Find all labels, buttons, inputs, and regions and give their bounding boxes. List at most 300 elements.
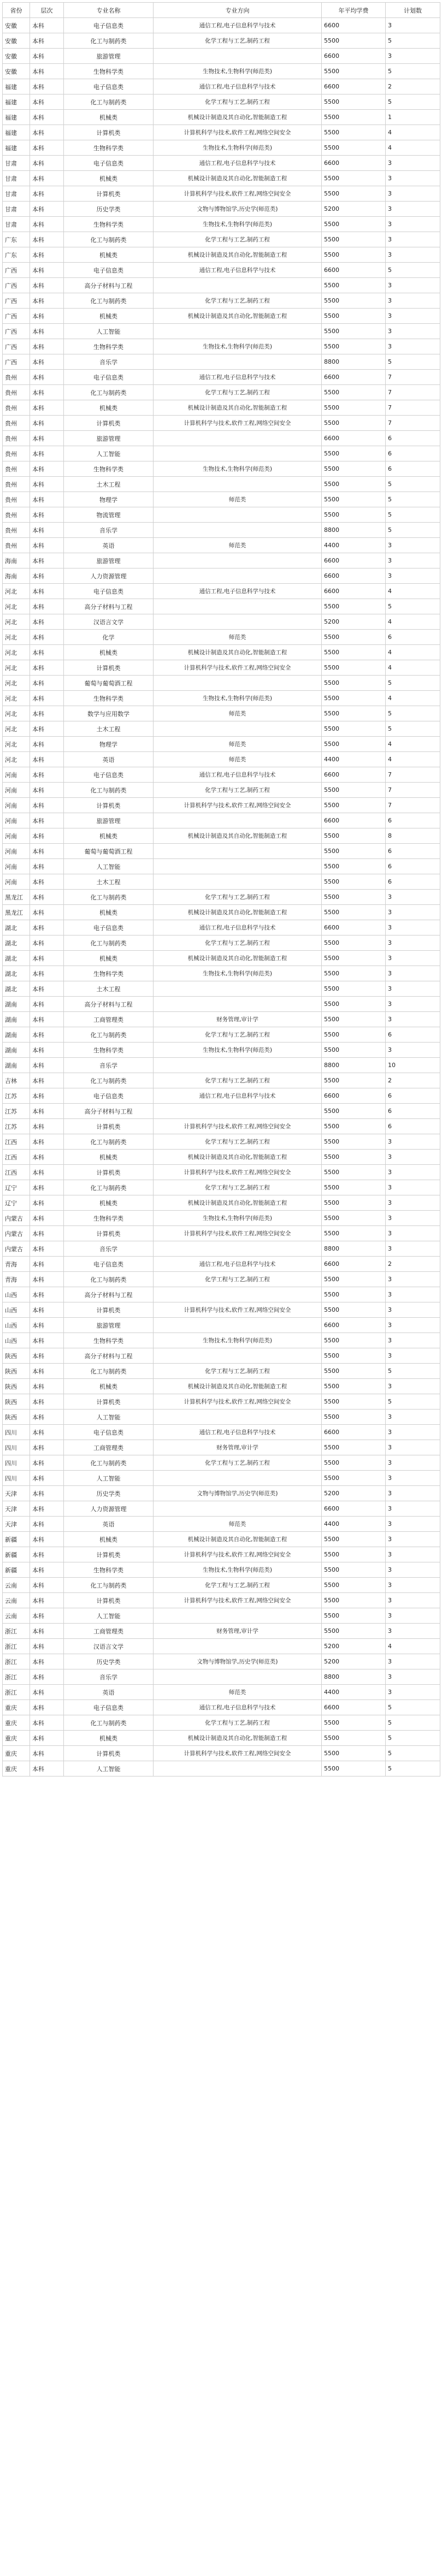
table-row [3,1150,440,1165]
direction-cell: 通信工程,电子信息科学与技术 [154,1700,322,1715]
direction-cell: 师范类 [154,706,322,721]
fee-cell: 5500 [322,1608,386,1624]
major-cell: 葡萄与葡萄酒工程 [64,844,154,859]
fee-cell: 6600 [322,920,386,935]
table-row [3,523,440,538]
major-cell: 计算机类 [64,1165,154,1180]
province-cell: 天津 [3,1501,30,1517]
plan-cell: 6 [386,844,440,859]
province-cell: 河南 [3,798,30,813]
level-cell: 本科 [30,859,64,874]
fee-cell: 5500 [322,1715,386,1731]
province-cell: 四川 [3,1455,30,1471]
direction-cell: 通信工程,电子信息科学与技术 [154,370,322,385]
table-row [3,1165,440,1180]
direction-cell: 计算机科学与技术,软件工程,网络空间安全 [154,1547,322,1562]
plan-cell: 10 [386,1058,440,1073]
fee-cell: 5500 [322,186,386,202]
plan-cell: 5 [386,94,440,110]
table-row [3,1501,440,1517]
fee-cell: 5500 [322,110,386,125]
plan-cell: 3 [386,1654,440,1669]
plan-cell: 3 [386,1302,440,1318]
fee-cell: 8800 [322,1058,386,1073]
major-cell: 计算机类 [64,1394,154,1410]
header-province: 省份 [3,3,30,18]
level-cell: 本科 [30,1379,64,1394]
major-cell: 旅游管理 [64,813,154,828]
major-cell: 电子信息类 [64,370,154,385]
plan-cell: 3 [386,156,440,171]
level-cell: 本科 [30,1272,64,1287]
province-cell: 甘肃 [3,202,30,217]
table-row [3,645,440,660]
fee-cell: 5500 [322,1731,386,1746]
direction-cell: 通信工程,电子信息科学与技术 [154,18,322,33]
province-cell: 江西 [3,1165,30,1180]
direction-cell [154,354,322,370]
table-row [3,1333,440,1348]
major-cell: 机械类 [64,110,154,125]
level-cell: 本科 [30,1654,64,1669]
direction-cell: 化学工程与工艺,制药工程 [154,232,322,247]
level-cell: 本科 [30,79,64,94]
major-cell: 电子信息类 [64,1700,154,1715]
fee-cell: 5500 [322,247,386,263]
major-cell: 土木工程 [64,874,154,890]
plan-cell: 6 [386,446,440,461]
direction-cell [154,446,322,461]
plan-cell: 3 [386,1226,440,1241]
table-row [3,431,440,446]
fee-cell: 5500 [322,859,386,874]
direction-cell: 化学工程与工艺,制药工程 [154,1455,322,1471]
level-cell: 本科 [30,293,64,309]
level-cell: 本科 [30,492,64,507]
fee-cell: 5500 [322,966,386,981]
table-row [3,247,440,263]
table-row [3,1364,440,1379]
direction-cell: 化学工程与工艺,制药工程 [154,1134,322,1150]
level-cell: 本科 [30,1165,64,1180]
major-cell: 机械类 [64,309,154,324]
level-cell: 本科 [30,446,64,461]
direction-cell: 生物技术,生物科学(师范类) [154,461,322,477]
major-cell: 人工智能 [64,446,154,461]
direction-cell: 机械设计制造及其自动化,智能制造工程 [154,110,322,125]
table-row [3,156,440,171]
major-cell: 机械类 [64,905,154,920]
direction-cell: 机械设计制造及其自动化,智能制造工程 [154,645,322,660]
fee-cell: 5500 [322,798,386,813]
level-cell: 本科 [30,339,64,354]
fee-cell: 5500 [322,1394,386,1410]
level-cell: 本科 [30,584,64,599]
province-cell: 湖北 [3,981,30,997]
plan-cell: 1 [386,110,440,125]
province-cell: 新疆 [3,1532,30,1547]
level-cell: 本科 [30,477,64,492]
major-cell: 电子信息类 [64,920,154,935]
table-row [3,49,440,64]
direction-cell: 生物技术,生物科学(师范类) [154,1333,322,1348]
direction-cell: 师范类 [154,630,322,645]
major-cell: 机械类 [64,1532,154,1547]
level-cell: 本科 [30,400,64,416]
direction-cell: 计算机科学与技术,软件工程,网络空间安全 [154,1226,322,1241]
table-row [3,309,440,324]
level-cell: 本科 [30,1685,64,1700]
major-cell: 音乐学 [64,1669,154,1685]
direction-cell [154,874,322,890]
major-cell: 音乐学 [64,1241,154,1257]
major-cell: 英语 [64,1517,154,1532]
level-cell: 本科 [30,385,64,400]
major-cell: 计算机类 [64,416,154,431]
major-cell: 生物科学类 [64,140,154,156]
province-cell: 安徽 [3,18,30,33]
province-cell: 河北 [3,614,30,630]
major-cell: 电子信息类 [64,1257,154,1272]
fee-cell: 6600 [322,1088,386,1104]
level-cell: 本科 [30,1639,64,1654]
province-cell: 河北 [3,584,30,599]
province-cell: 广西 [3,339,30,354]
level-cell: 本科 [30,1088,64,1104]
level-cell: 本科 [30,1226,64,1241]
province-cell: 山西 [3,1333,30,1348]
major-cell: 物流管理 [64,507,154,523]
table-row [3,721,440,737]
fee-cell: 5500 [322,951,386,966]
plan-cell: 5 [386,492,440,507]
fee-cell: 8800 [322,523,386,538]
province-cell: 重庆 [3,1715,30,1731]
fee-cell: 5500 [322,125,386,140]
direction-cell [154,1241,322,1257]
direction-cell [154,1058,322,1073]
province-cell: 内蒙古 [3,1211,30,1226]
plan-cell: 4 [386,645,440,660]
table-row [3,935,440,951]
province-cell: 四川 [3,1425,30,1440]
province-cell: 安徽 [3,64,30,79]
table-row [3,1058,440,1073]
table-row [3,263,440,278]
province-cell: 贵州 [3,431,30,446]
province-cell: 安徽 [3,33,30,49]
major-cell: 电子信息类 [64,263,154,278]
plan-cell: 3 [386,1410,440,1425]
table-row [3,232,440,247]
table-row [3,1761,440,1776]
major-cell: 化工与制药类 [64,1455,154,1471]
major-cell: 机械类 [64,171,154,186]
province-cell: 广西 [3,293,30,309]
major-cell: 生物科学类 [64,339,154,354]
table-row [3,1608,440,1624]
major-cell: 化工与制药类 [64,1073,154,1088]
level-cell: 本科 [30,1318,64,1333]
province-cell: 广东 [3,232,30,247]
table-row [3,1318,440,1333]
level-cell: 本科 [30,1394,64,1410]
plan-cell: 4 [386,140,440,156]
direction-cell: 计算机科学与技术,软件工程,网络空间安全 [154,1165,322,1180]
major-cell: 化工与制药类 [64,94,154,110]
province-cell: 湖北 [3,935,30,951]
table-row [3,1532,440,1547]
direction-cell [154,523,322,538]
table-row [3,844,440,859]
level-cell: 本科 [30,706,64,721]
level-cell: 本科 [30,94,64,110]
major-cell: 电子信息类 [64,584,154,599]
direction-cell: 机械设计制造及其自动化,智能制造工程 [154,247,322,263]
fee-cell: 5500 [322,1471,386,1486]
province-cell: 云南 [3,1593,30,1608]
major-cell: 计算机类 [64,1593,154,1608]
major-cell: 工商管理类 [64,1012,154,1027]
major-cell: 工商管理类 [64,1440,154,1455]
direction-cell: 机械设计制造及其自动化,智能制造工程 [154,951,322,966]
plan-cell: 2 [386,1073,440,1088]
table-row [3,981,440,997]
level-cell: 本科 [30,1440,64,1455]
fee-cell: 5500 [322,706,386,721]
table-row [3,783,440,798]
plan-cell: 3 [386,935,440,951]
fee-cell: 5500 [322,721,386,737]
province-cell: 陕西 [3,1394,30,1410]
direction-cell: 机械设计制造及其自动化,智能制造工程 [154,400,322,416]
major-cell: 生物科学类 [64,64,154,79]
plan-cell: 5 [386,1746,440,1761]
level-cell: 本科 [30,920,64,935]
fee-cell: 5500 [322,171,386,186]
major-cell: 机械类 [64,1150,154,1165]
plan-cell: 3 [386,1134,440,1150]
province-cell: 河北 [3,691,30,706]
province-cell: 青海 [3,1272,30,1287]
level-cell: 本科 [30,890,64,905]
plan-cell: 3 [386,1272,440,1287]
major-cell: 机械类 [64,1379,154,1394]
table-row [3,1746,440,1761]
major-cell: 人工智能 [64,1608,154,1624]
major-cell: 电子信息类 [64,79,154,94]
direction-cell: 文物与博物馆学,历史学(师范类) [154,1654,322,1669]
province-cell: 重庆 [3,1700,30,1715]
table-row [3,1731,440,1746]
level-cell: 本科 [30,1302,64,1318]
direction-cell: 化学工程与工艺,制药工程 [154,293,322,309]
province-cell: 浙江 [3,1624,30,1639]
plan-cell: 3 [386,951,440,966]
direction-cell: 化学工程与工艺,制药工程 [154,385,322,400]
fee-cell: 5500 [322,1578,386,1593]
fee-cell: 5500 [322,981,386,997]
fee-cell: 5500 [322,783,386,798]
plan-cell: 3 [386,1685,440,1700]
direction-cell: 机械设计制造及其自动化,智能制造工程 [154,309,322,324]
fee-cell: 5500 [322,324,386,339]
fee-cell: 5500 [322,599,386,614]
direction-cell: 化学工程与工艺,制药工程 [154,783,322,798]
direction-cell: 计算机科学与技术,软件工程,网络空间安全 [154,1119,322,1134]
plan-cell: 3 [386,1486,440,1501]
direction-cell [154,997,322,1012]
direction-cell: 通信工程,电子信息科学与技术 [154,263,322,278]
plan-cell: 5 [386,354,440,370]
province-cell: 内蒙古 [3,1226,30,1241]
fee-cell: 5500 [322,1012,386,1027]
province-cell: 陕西 [3,1410,30,1425]
level-cell: 本科 [30,1073,64,1088]
major-cell: 土木工程 [64,981,154,997]
province-cell: 陕西 [3,1348,30,1364]
level-cell: 本科 [30,171,64,186]
direction-cell: 生物技术,生物科学(师范类) [154,691,322,706]
level-cell: 本科 [30,1104,64,1119]
fee-cell: 6600 [322,370,386,385]
table-row [3,202,440,217]
fee-cell: 5500 [322,400,386,416]
table-row [3,217,440,232]
level-cell: 本科 [30,553,64,569]
major-cell: 音乐学 [64,523,154,538]
province-cell: 河北 [3,630,30,645]
province-cell: 贵州 [3,523,30,538]
fee-cell: 5500 [322,293,386,309]
province-cell: 山西 [3,1318,30,1333]
direction-cell [154,553,322,569]
level-cell: 本科 [30,1517,64,1532]
major-cell: 化工与制药类 [64,293,154,309]
plan-cell: 6 [386,1088,440,1104]
header-direction: 专业方向 [154,3,322,18]
table-row [3,1486,440,1501]
plan-cell: 4 [386,737,440,752]
level-cell: 本科 [30,660,64,676]
direction-cell: 化学工程与工艺,制药工程 [154,94,322,110]
fee-cell: 5500 [322,64,386,79]
plan-cell: 3 [386,1532,440,1547]
fee-cell: 5500 [322,905,386,920]
major-cell: 化工与制药类 [64,1180,154,1195]
fee-cell: 6600 [322,569,386,584]
plan-cell: 3 [386,1547,440,1562]
plan-cell: 7 [386,370,440,385]
plan-cell: 3 [386,324,440,339]
table-row [3,951,440,966]
plan-cell: 3 [386,1455,440,1471]
plan-cell: 6 [386,859,440,874]
fee-cell: 5200 [322,202,386,217]
table-row [3,1624,440,1639]
level-cell: 本科 [30,1532,64,1547]
province-cell: 江西 [3,1150,30,1165]
province-cell: 辽宁 [3,1180,30,1195]
table-row [3,1425,440,1440]
major-cell: 旅游管理 [64,49,154,64]
fee-cell: 6600 [322,1318,386,1333]
major-cell: 物理学 [64,737,154,752]
table-row [3,1715,440,1731]
direction-cell: 生物技术,生物科学(师范类) [154,1043,322,1058]
fee-cell: 4400 [322,752,386,767]
major-cell: 工商管理类 [64,1624,154,1639]
plan-cell: 6 [386,813,440,828]
table-row [3,33,440,49]
fee-cell: 5500 [322,874,386,890]
plan-cell: 3 [386,997,440,1012]
province-cell: 浙江 [3,1639,30,1654]
direction-cell: 生物技术,生物科学(师范类) [154,64,322,79]
level-cell: 本科 [30,1593,64,1608]
level-cell: 本科 [30,431,64,446]
major-cell: 人工智能 [64,1471,154,1486]
fee-cell: 5200 [322,614,386,630]
fee-cell: 5500 [322,691,386,706]
major-cell: 历史学类 [64,1654,154,1669]
major-cell: 土木工程 [64,721,154,737]
fee-cell: 5500 [322,278,386,293]
direction-cell: 化学工程与工艺,制药工程 [154,1272,322,1287]
level-cell: 本科 [30,1608,64,1624]
plan-cell: 3 [386,1471,440,1486]
table-row [3,1379,440,1394]
major-cell: 高分子材料与工程 [64,278,154,293]
table-row [3,874,440,890]
level-cell: 本科 [30,1287,64,1302]
fee-cell: 6600 [322,1700,386,1715]
plan-cell: 4 [386,584,440,599]
province-cell: 贵州 [3,492,30,507]
fee-cell: 5500 [322,1379,386,1394]
fee-cell: 6600 [322,49,386,64]
province-cell: 江苏 [3,1088,30,1104]
level-cell: 本科 [30,1257,64,1272]
direction-cell: 通信工程,电子信息科学与技术 [154,156,322,171]
table-row [3,1394,440,1410]
level-cell: 本科 [30,247,64,263]
table-row [3,737,440,752]
table-row [3,1134,440,1150]
direction-cell [154,1410,322,1425]
table-body [3,18,440,1776]
direction-cell [154,599,322,614]
major-cell: 人力资源管理 [64,1501,154,1517]
province-cell: 贵州 [3,446,30,461]
province-cell: 江西 [3,1134,30,1150]
major-cell: 计算机类 [64,1302,154,1318]
direction-cell: 通信工程,电子信息科学与技术 [154,1425,322,1440]
direction-cell: 化学工程与工艺,制药工程 [154,1180,322,1195]
table-row [3,1012,440,1027]
province-cell: 广西 [3,354,30,370]
direction-cell [154,859,322,874]
level-cell: 本科 [30,1700,64,1715]
plan-cell: 3 [386,1333,440,1348]
fee-cell: 5500 [322,1364,386,1379]
plan-cell: 3 [386,1012,440,1027]
level-cell: 本科 [30,1211,64,1226]
plan-cell: 3 [386,1501,440,1517]
province-cell: 甘肃 [3,217,30,232]
direction-cell: 机械设计制造及其自动化,智能制造工程 [154,1150,322,1165]
province-cell: 湖南 [3,1027,30,1043]
